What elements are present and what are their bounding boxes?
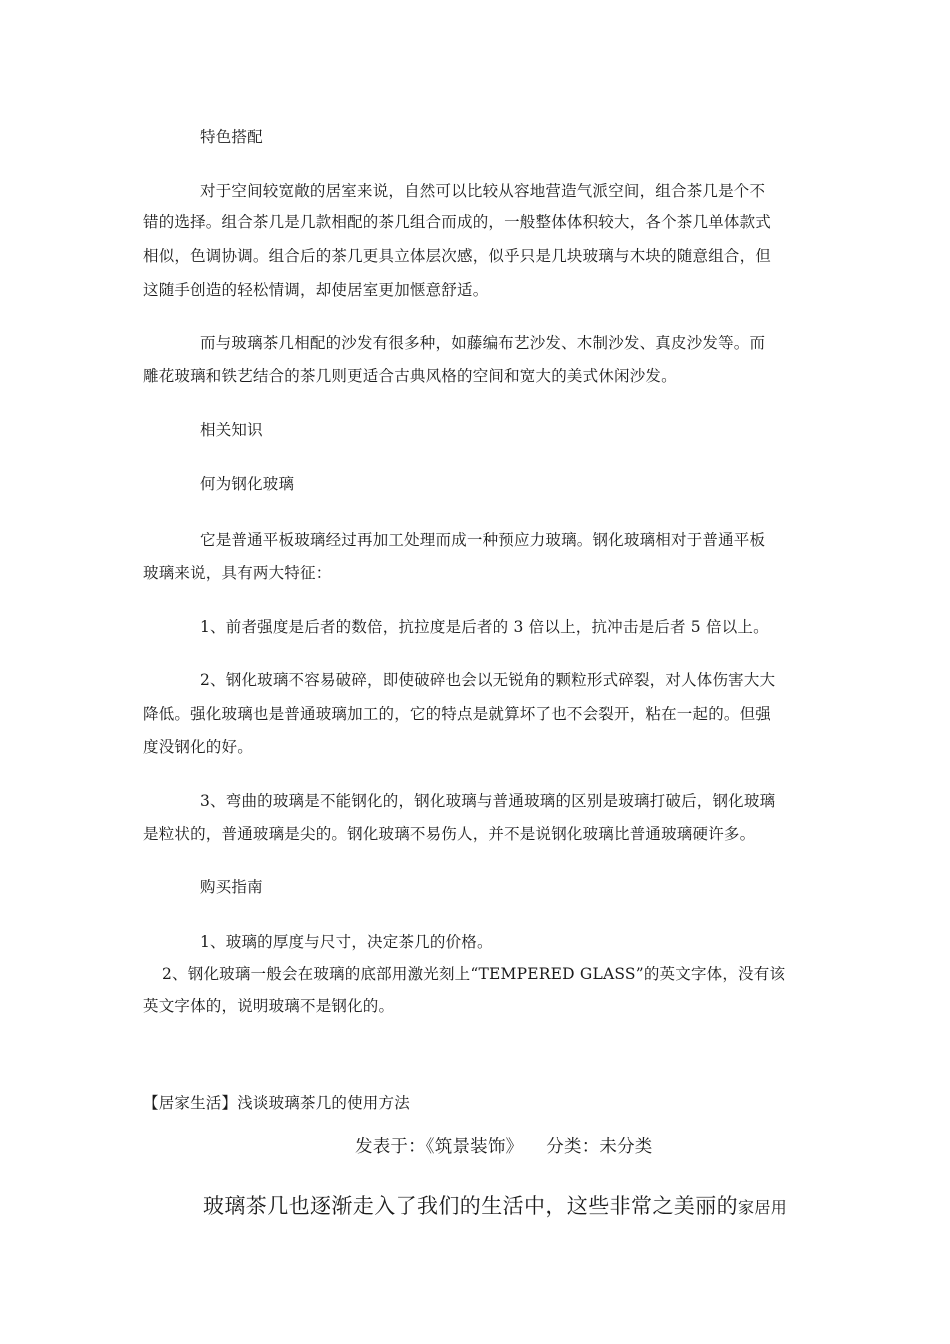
section-heading-buy: 购买指南 [200,878,263,896]
article-intro-main: 玻璃茶几也逐渐走入了我们的生活中，这些非常之美丽的 [203,1194,738,1218]
paragraph-line: 而与玻璃茶几相配的沙发有很多种，如藤编布艺沙发、木制沙发、真皮沙发等。而 [200,334,766,352]
section-heading-features: 特色搭配 [200,128,263,146]
list-item: 3、弯曲的玻璃是不能钢化的，钢化玻璃与普通玻璃的区别是玻璃打破后，钢化玻璃 [200,792,776,810]
article-intro-tail: 家居用 [738,1198,788,1217]
paragraph-line: 英文字体的，说明玻璃不是钢化的。 [143,997,395,1015]
section-heading-what: 何为钢化玻璃 [200,475,295,493]
list-item: 2、钢化玻璃一般会在玻璃的底部用激光刻上“TEMPERED GLASS”的英文字体，没有该 [162,965,786,983]
paragraph-line: 这随手创造的轻松情调，却使居室更加惬意舒适。 [143,281,489,299]
paragraph-line: 错的选择。组合茶几是几款相配的茶几组合而成的，一般整体体积较大，各个茶几单体款式 [143,213,772,231]
paragraph-line: 相似，色调协调。组合后的茶几更具立体层次感，似乎只是几块玻璃与木块的随意组合，但 [143,247,772,265]
paragraph-line: 玻璃来说，具有两大特征： [143,564,332,582]
article-title: 【居家生活】浅谈玻璃茶几的使用方法 [143,1094,410,1112]
section-heading-related: 相关知识 [200,421,263,439]
paragraph-line: 它是普通平板玻璃经过再加工处理而成一种预应力玻璃。钢化玻璃相对于普通平板 [200,531,766,549]
article-meta: 发表于：《筑景装饰》 分类：未分类 [355,1137,653,1157]
list-item: 1、前者强度是后者的数倍，抗拉度是后者的 3 倍以上，抗冲击是后者 5 倍以上。 [200,618,769,636]
paragraph-line: 雕花玻璃和铁艺结合的茶几则更适合古典风格的空间和宽大的美式休闲沙发。 [143,367,677,385]
paragraph-line: 是粒状的，普通玻璃是尖的。钢化玻璃不易伤人，并不是说钢化玻璃比普通玻璃硬许多。 [143,825,756,843]
paragraph-line: 度没钢化的好。 [143,738,253,756]
paragraph-line: 对于空间较宽敞的居室来说，自然可以比较从容地营造气派空间，组合茶几是个不 [200,182,766,200]
list-item: 2、钢化玻璃不容易破碎，即使破碎也会以无锐角的颗粒形式碎裂，对人体伤害大大 [200,671,776,689]
list-item: 1、玻璃的厚度与尺寸，决定茶几的价格。 [200,933,493,951]
article-intro [203,1193,787,1221]
paragraph-line: 降低。强化玻璃也是普通玻璃加工的，它的特点是就算坏了也不会裂开，粘在一起的。但强 [143,705,772,723]
